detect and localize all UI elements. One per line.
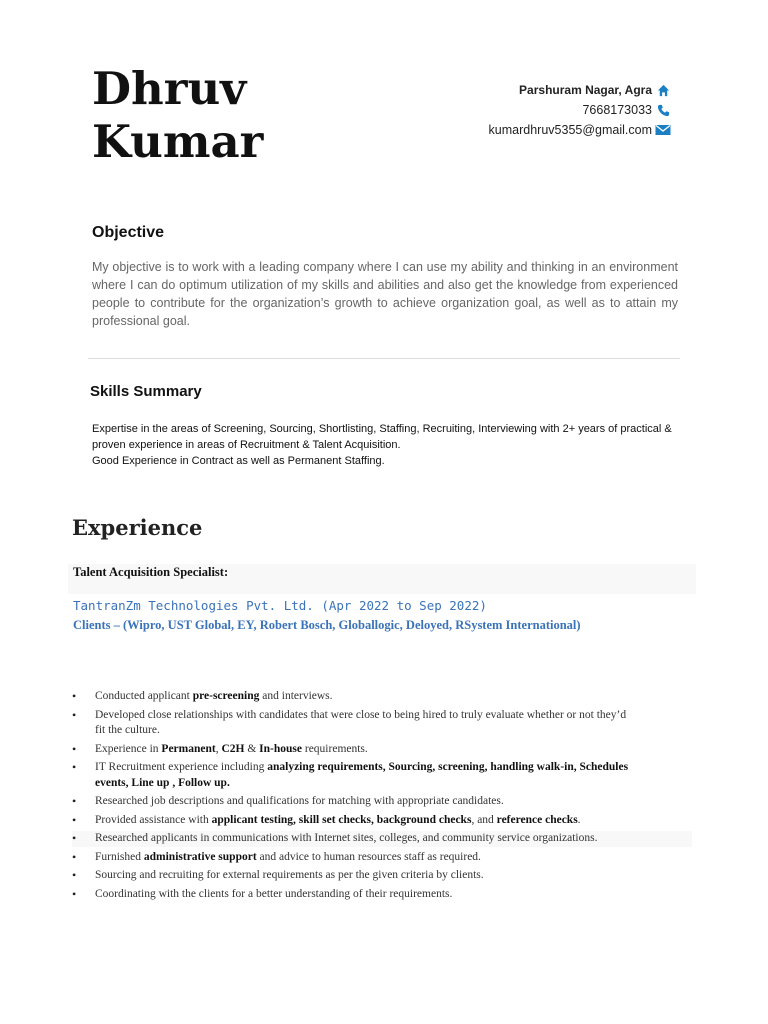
- list-item: • Furnished administrative support and advice to human resources staff as required.: [72, 850, 632, 866]
- company-name: TantranZm Technologies Pvt. Ltd. (Apr 2022 to Sep 2022): [73, 598, 487, 613]
- responsibilities-list: [72, 689, 632, 905]
- list-item: • Researched job descriptions and qualifications for matching with appropriate candidates.: [72, 794, 632, 810]
- last-name: Kumar: [92, 115, 264, 168]
- section-divider: [88, 358, 680, 359]
- email-row: [489, 120, 674, 140]
- list-item: • Developed close relationships with candidates that were close to being hired to truly evaluate whether or not they’d fit the culture.: [72, 708, 632, 739]
- job-role: Talent Acquisition Specialist:: [73, 565, 229, 579]
- phone-icon: [652, 104, 674, 117]
- list-item: • Experience in Permanent, C2H & In-house requirements.: [72, 742, 632, 758]
- address-text: Parshuram Nagar, Agra: [519, 83, 652, 97]
- clients-list: Clients – (Wipro, UST Global, EY, Robert Bosch, Globallogic, Deloyed, RSystem International): [73, 618, 581, 632]
- candidate-name: [92, 62, 263, 168]
- list-item: • Provided assistance with applicant testing, skill set checks, background checks, and reference checks.: [72, 813, 632, 829]
- objective-text: My objective is to work with a leading company where I can use my ability and thinking in an environment where I can do optimum utilization of my skills and abilities and also get the knowledge from experienced people to contribute for the organization’s growth to achieve organization goal, as well as to attain my professional goal.: [92, 260, 678, 328]
- phone-text: 7668173033: [582, 103, 652, 117]
- list-item: • IT Recruitment experience including analyzing requirements, Sourcing, screening, handling walk-in, Schedules events, Line up , Follow up.: [72, 760, 632, 791]
- objective-heading: Objective: [92, 224, 165, 241]
- envelope-icon: [652, 124, 674, 136]
- list-item: • Coordinating with the clients for a better understanding of their requirements.: [72, 887, 632, 903]
- home-icon: [652, 84, 674, 97]
- address-row: [489, 80, 674, 100]
- experience-heading: Experience: [72, 515, 203, 540]
- skills-line: Expertise in the areas of Screening, Sourcing, Shortlisting, Staffing, Recruiting, Interviewing with 2+ years of practical & proven experience in areas of Recruitment & Talent Acquisition.: [92, 423, 672, 451]
- phone-row: [489, 100, 674, 120]
- skills-heading: Skills Summary: [90, 383, 202, 400]
- email-text[interactable]: kumardhruv5355@gmail.com: [488, 123, 652, 137]
- list-item: • Sourcing and recruiting for external requirements as per the given criteria by clients.: [72, 868, 632, 884]
- skills-summary: [92, 421, 692, 469]
- first-name: Dhruv: [92, 62, 247, 115]
- skills-line: Good Experience in Contract as well as Permanent Staffing.: [92, 455, 385, 467]
- list-item: • Conducted applicant pre-screening and interviews.: [72, 689, 632, 705]
- list-item: • Researched applicants in communications with Internet sites, colleges, and community service organizations.: [72, 831, 692, 847]
- contact-block: [489, 80, 674, 140]
